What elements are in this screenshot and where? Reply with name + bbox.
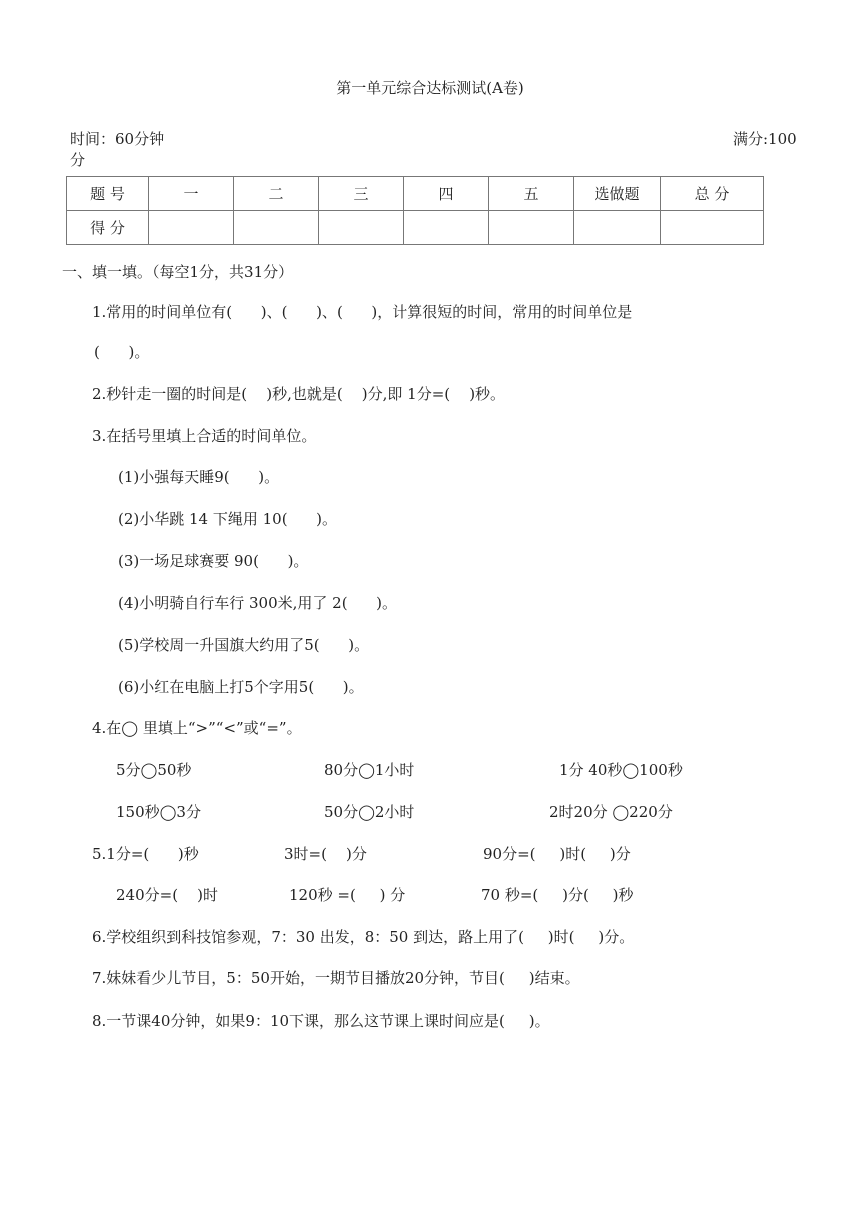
header-cell: 二	[234, 177, 319, 211]
question-3-item: (6)小红在电脑上打5个字用5( )。	[118, 678, 364, 696]
header-cell: 三	[319, 177, 404, 211]
score-cell[interactable]	[404, 211, 489, 245]
question-8: 8.一节课40分钟，如果9：10下课，那么这节课上课时间应是( )。	[92, 1012, 550, 1030]
score-table-score-row	[67, 211, 764, 245]
header-cell: 总 分	[661, 177, 764, 211]
question-3-item: (4)小明骑自行车行 300米,用了 2( )。	[118, 594, 398, 612]
score-table-header-row	[67, 177, 764, 211]
compare-item: 150秒◯3分	[116, 803, 201, 821]
score-table	[66, 176, 764, 245]
score-cell[interactable]	[661, 211, 764, 245]
question-6: 6.学校组织到科技馆参观，7：30 出发，8：50 到达，路上用了( )时( )分。	[92, 928, 635, 946]
question-3-item: (3)一场足球赛要 90( )。	[118, 552, 309, 570]
score-cell[interactable]	[234, 211, 319, 245]
exam-time: 时间：60分钟	[70, 130, 165, 148]
compare-item: 1分 40秒◯100秒	[559, 761, 683, 779]
compare-item: 50分◯2小时	[324, 803, 415, 821]
score-cell[interactable]	[489, 211, 574, 245]
question-2: 2.秒针走一圈的时间是( )秒,也就是( )分,即 1分=( )秒。	[92, 385, 506, 403]
full-score-unit: 分	[70, 151, 86, 169]
header-cell: 五	[489, 177, 574, 211]
section-heading: 一、填一填。（每空1分，共31分）	[62, 263, 294, 281]
question-5-item: 120秒 =( ) 分	[289, 886, 406, 904]
header-cell: 四	[404, 177, 489, 211]
full-score: 满分:100	[733, 130, 797, 148]
score-cell[interactable]	[319, 211, 404, 245]
compare-item: 80分◯1小时	[324, 761, 415, 779]
question-5-item: 240分=( )时	[116, 886, 218, 904]
question-3-item: (2)小华跳 14 下绳用 10( )。	[118, 510, 338, 528]
question-3-item: (1)小强每天睡9( )。	[118, 468, 280, 486]
question-4: 4.在◯ 里填上“>”“<”或“=”。	[92, 719, 302, 737]
compare-item: 5分◯50秒	[116, 761, 192, 779]
row-label: 得 分	[67, 211, 149, 245]
question-1-line-1: 1.常用的时间单位有( )、( )、( )，计算很短的时间，常用的时间单位是	[92, 303, 633, 321]
question-5-item: 5.1分=( )秒	[92, 845, 199, 863]
page-title: 第一单元综合达标测试(A卷)	[336, 79, 524, 97]
header-cell: 一	[149, 177, 234, 211]
question-5-item: 70 秒=( )分( )秒	[481, 886, 634, 904]
question-3-item: (5)学校周一升国旗大约用了5( )。	[118, 636, 370, 654]
header-cell: 题 号	[67, 177, 149, 211]
compare-item: 2时20分 ◯220分	[549, 803, 673, 821]
score-cell[interactable]	[574, 211, 661, 245]
question-3: 3.在括号里填上合适的时间单位。	[92, 427, 317, 445]
question-7: 7.妹妹看少儿节目，5：50开始，一期节目播放20分钟，节目( )结束。	[92, 969, 580, 987]
question-5-item: 3时=( )分	[284, 845, 367, 863]
question-5-item: 90分=( )时( )分	[483, 845, 631, 863]
header-cell: 选做题	[574, 177, 661, 211]
question-1-line-2: ( )。	[94, 343, 150, 361]
score-cell[interactable]	[149, 211, 234, 245]
